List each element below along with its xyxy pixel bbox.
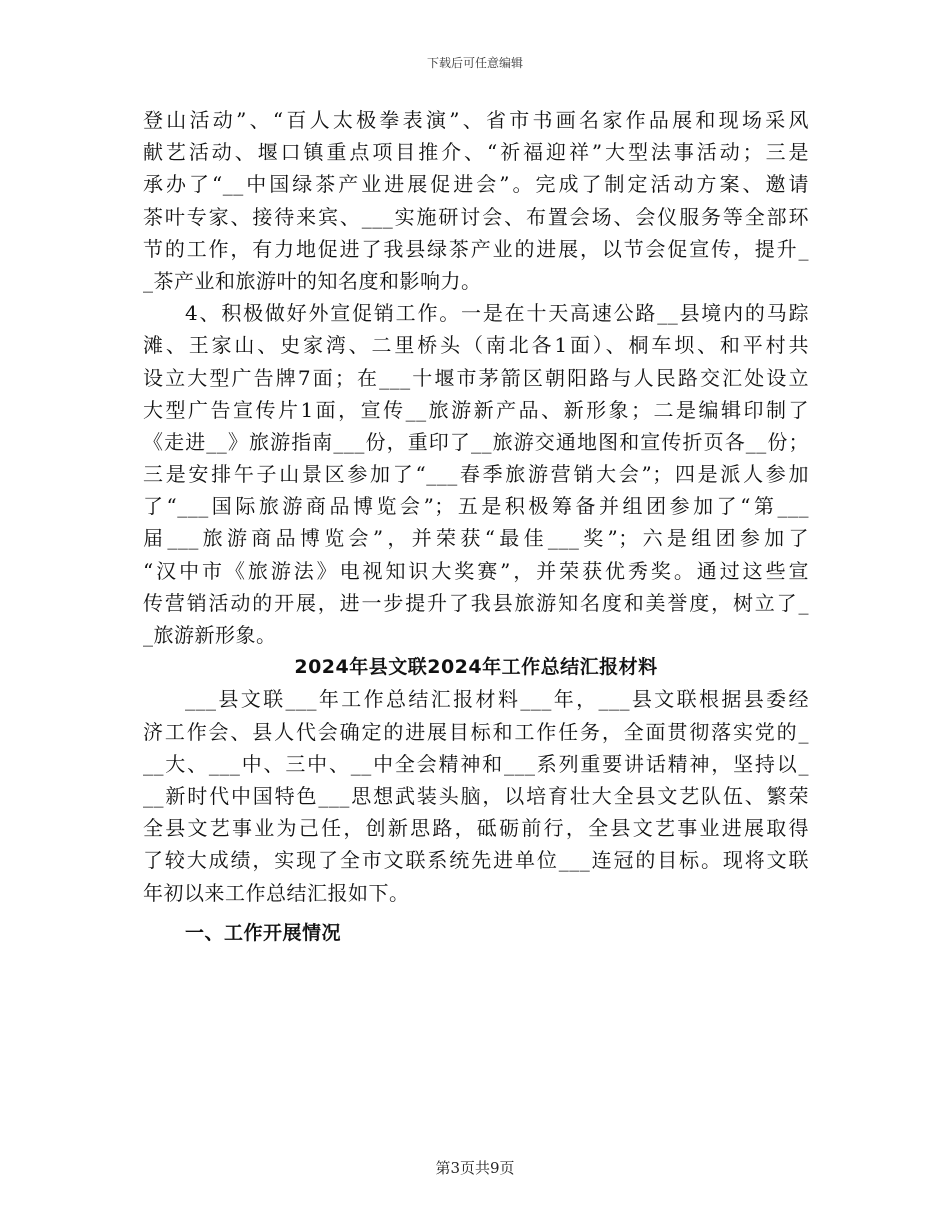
text-line: “汉中市《旅游法》电视知识大奖赛”，并荣获优秀奖。通过这些宣 (143, 558, 809, 583)
paragraph-3 (143, 683, 809, 908)
text-line: 传营销活动的开展，进一步提升了我县旅游知名度和美誉度，树立了_ (143, 590, 809, 615)
page-header: 下载后可任意编辑 (426, 56, 523, 70)
text-line: ___县文联___年工作总结汇报材料___年，___县文联根据县委经 (185, 687, 809, 712)
text-line: 节的工作，有力地促进了我县绿茶产业的进展，以节会促宣传，提升_ (143, 236, 809, 261)
text-line: 滩、王家山、史家湾、二里桥头（南北各1面）、桐车坝、和平村共 (143, 333, 809, 358)
paragraph-1 (143, 104, 809, 297)
text-line: 大型广告宣传片1面，宣传__旅游新产品、新形象；二是编辑印制了 (143, 397, 809, 422)
heading-work-status: 一、工作开展情况 (185, 921, 342, 944)
text-line: 登山活动”、“百人太极拳表演”、省市书画名家作品展和现场采风 (143, 108, 809, 132)
text-line: 4、积极做好外宣促销工作。一是在十天高速公路__县境内的马踪 (185, 301, 809, 326)
text-line: 年初以来工作总结汇报如下。 (143, 880, 410, 905)
text-line: 设立大型广告牌7面；在___十堰市茅箭区朝阳路与人民路交汇处设立 (143, 365, 809, 390)
page-number: 第3页共9页 (435, 1159, 515, 1177)
text-line: 《走进__》旅游指南___份，重印了__旅游交通地图和宣传折页各__份； (143, 429, 809, 454)
text-line: 届___旅游商品博览会”，并荣获“最佳___奖”；六是组团参加了 (143, 526, 809, 551)
text-line: 三是安排午子山景区参加了“___春季旅游营销大会”；四是派人参加 (143, 462, 809, 487)
text-line: 了较大成绩，实现了全市文联系统先进单位___连冠的目标。现将文联 (143, 848, 809, 873)
text-line: _茶产业和旅游叶的知名度和影响力。 (143, 268, 482, 293)
text-line: 全县文艺事业为己任，创新思路，砥砺前行，全县文艺事业进展取得 (143, 816, 809, 841)
text-line: __大、___中、三中、__中全会精神和___系列重要讲话精神，坚持以_ (143, 751, 809, 776)
text-line: 献艺活动、堰口镇重点项目推介、“祈福迎祥”大型法事活动；三是 (143, 140, 809, 165)
section-title: 2024年县文联2024年工作总结汇报材料 (294, 656, 658, 679)
text-line: 济工作会、县人代会确定的进展目标和工作任务，全面贯彻落实党的_ (143, 719, 809, 744)
text-line: 茶叶专家、接待来宾、___实施研讨会、布置会场、会仪服务等全部环 (143, 204, 809, 229)
text-line: __新时代中国特色___思想武装头脑，以培育壮大全县文艺队伍、繁荣 (143, 783, 809, 808)
paragraph-2 (143, 297, 809, 651)
text-line: _旅游新形象。 (143, 623, 277, 647)
text-line: 承办了“__中国绿茶产业进展促进会”。完成了制定活动方案、邀请 (143, 172, 809, 197)
document-body (143, 104, 809, 949)
text-line: 了“___国际旅游商品博览会”；五是积极筹备并组团参加了“第___ (143, 494, 809, 519)
